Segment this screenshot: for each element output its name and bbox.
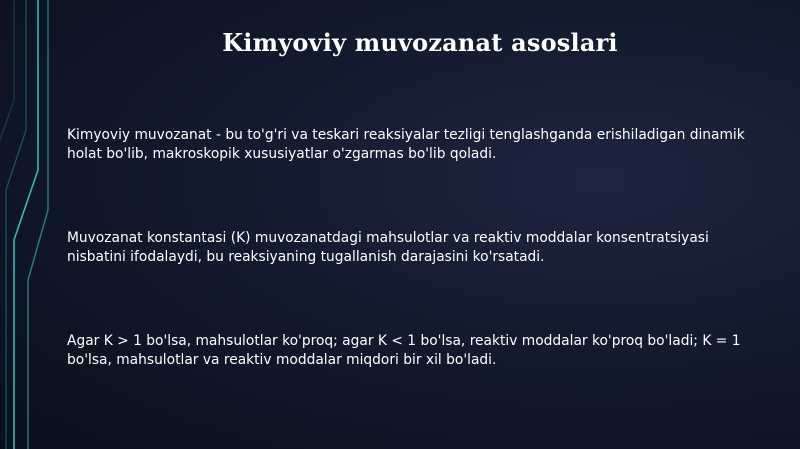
accent-line-3 (6, 0, 26, 449)
slide-title: Kimyoviy muvozanat asoslari (222, 28, 618, 57)
paragraph-definition: Kimyoviy muvozanat - bu to'g'ri va teskari reaksiyalar tezligi tenglashganda erishiladigan dinamik holat bo'lib, makroskopik xususiyatlar o'zgarmas bo'lib qoladi. (67, 127, 745, 162)
decorative-circuit-lines (0, 0, 80, 449)
paragraph-interpretation: Agar K > 1 bo'lsa, mahsulotlar ko'proq; agar K < 1 bo'lsa, reaktiv moddalar ko'proq bo'ladi; K = 1 bo'lsa, mahsulotlar va reaktiv moddalar miqdori bir xil bo'ladi. (67, 333, 741, 368)
accent-line-4 (0, 0, 14, 140)
paragraph-constant: Muvozanat konstantasi (K) muvozanatdagi mahsulotlar va reaktiv moddalar konsentratsiyasi nisbatini ifodalaydi, bu reaksiyaning tugallanish darajasini ko'rsatadi. (67, 230, 709, 265)
